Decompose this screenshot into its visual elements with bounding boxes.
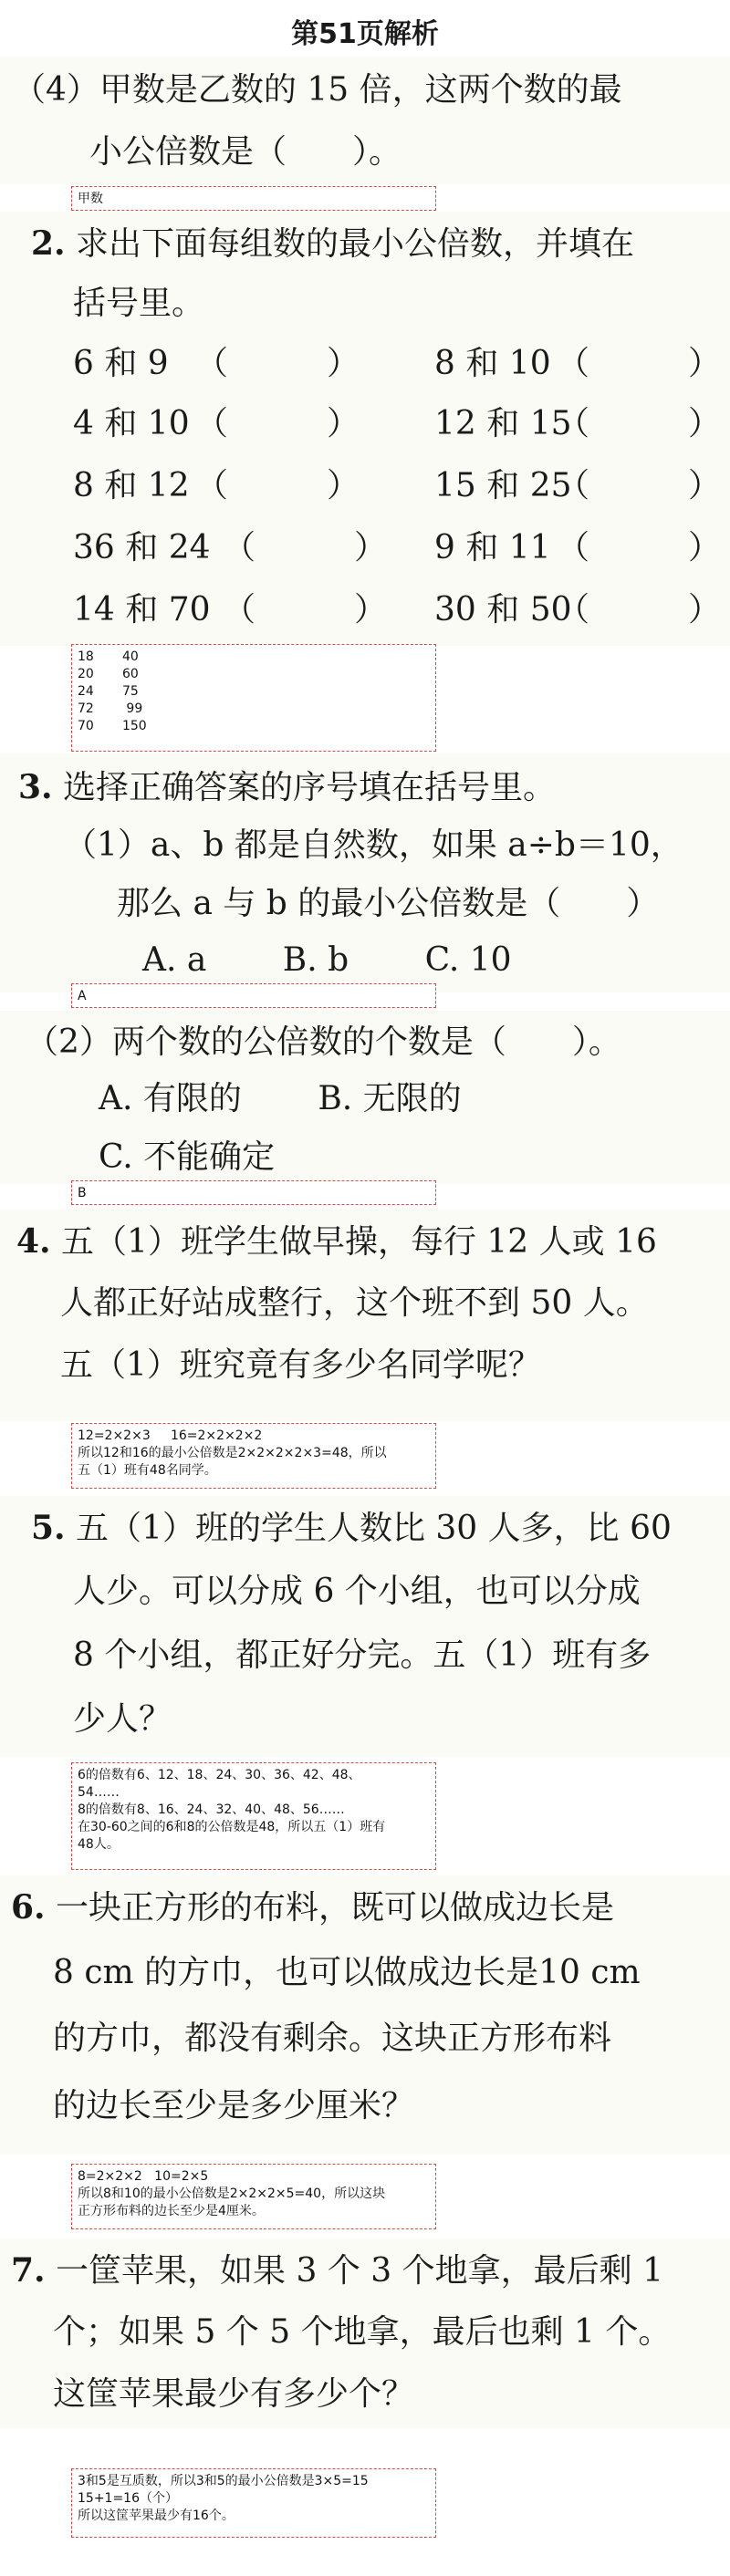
pair-right-4: 9 和 11 [434, 529, 551, 566]
q5-number: 5. [31, 1509, 66, 1547]
q6-line-1 [11, 1875, 614, 1940]
pair-left-4: 36 和 24 [73, 529, 211, 566]
q3-number: 3. [18, 768, 53, 806]
answer-row: 在30-60之间的6和8的公倍数是48，所以五（1）班有 [78, 1820, 386, 1834]
q4-line-2: 人都正好站成整行，这个班不到 50 人。 [60, 1284, 649, 1322]
answer-row: 12=2×2×3 16=2×2×2×2 [78, 1428, 263, 1443]
q3-p2-options-1: A. 有限的 B. 无限的 [99, 1080, 462, 1117]
paren-left-2: （ ） [195, 405, 360, 442]
answer-row: 正方形布料的边长至少是4厘米。 [78, 2204, 265, 2218]
q2-line-2: 括号里。 [73, 285, 205, 322]
q5-text-1: 五（1）班的学生人数比 30 人多，比 60 [76, 1510, 672, 1547]
q7-number: 7. [11, 2251, 46, 2290]
answer-row: 所以8和10的最小公倍数是2×2×2×5=40，所以这块 [78, 2186, 386, 2201]
q4-line-3: 五（1）班究竟有多少名同学呢？ [60, 1346, 541, 1384]
answer-box-q6 [71, 2164, 436, 2229]
answer-row: 8的倍数有8、16、24、32、40、48、56…… [78, 1802, 345, 1817]
q1-4-line-1: （4）甲数是乙数的 15 倍，这两个数的最 [13, 71, 622, 109]
question-1-4 [0, 57, 730, 184]
paren-left-5: （ ） [223, 591, 388, 628]
question-6 [0, 1875, 730, 2155]
q7-line-2: 个；如果 5 个 5 个地拿，最后也剩 1 个。 [53, 2313, 672, 2351]
q6-text-1: 一块正方形的布料，既可以做成边长是 [56, 1889, 615, 1927]
paren-right-2: （ ） [557, 405, 722, 442]
answer-box-q3-1 [71, 983, 436, 1008]
answer-row: 70 150 [78, 719, 147, 733]
pair-left-3: 8 和 12 [73, 467, 190, 504]
q2-line-1 [31, 212, 634, 276]
pair-right-5: 30 和 50 [434, 591, 572, 628]
pair-right-2: 12 和 15 [434, 405, 572, 442]
q7-line-3: 这筐苹果最少有多少个？ [53, 2375, 415, 2413]
answer-row: 3和5是互质数，所以3和5的最小公倍数是3×5=15 [78, 2474, 369, 2488]
q5-line-2: 人少。可以分成 6 个小组，也可以分成 [73, 1573, 641, 1610]
paren-left-1: （ ） [195, 345, 360, 382]
paren-right-5: （ ） [557, 591, 722, 628]
q3-line-1 [18, 755, 556, 820]
q3-p2-line-1: （2）两个数的公倍数的个数是（ ）。 [26, 1023, 621, 1061]
q3-p1-options: A. a B. b C. 10 [142, 941, 512, 979]
q2-text-1: 求出下面每组数的最小公倍数，并填在 [76, 225, 635, 263]
paren-right-4: （ ） [557, 529, 722, 566]
pair-right-1: 8 和 10 [434, 345, 551, 382]
q4-number: 4. [16, 1222, 51, 1261]
question-4 [0, 1210, 730, 1421]
answer-row: 6的倍数有6、12、18、24、30、36、42、48、 [78, 1768, 361, 1782]
q4-text-1: 五（1）班学生做早操，每行 12 人或 16 [61, 1223, 657, 1261]
q7-line-1 [11, 2238, 663, 2303]
answer-row: 8=2×2×2 10=2×5 [78, 2169, 209, 2184]
q2-number: 2. [31, 224, 66, 263]
question-3-part-2 [0, 1011, 730, 1184]
answer-row: 54…… [78, 1785, 120, 1800]
paren-right-3: （ ） [557, 467, 722, 504]
answer-row: 所以这筐苹果最少有16个。 [78, 2508, 235, 2523]
answer-row: 48人。 [78, 1837, 120, 1852]
q3-text-1: 选择正确答案的序号填在括号里。 [63, 769, 557, 806]
answer-box-q7 [71, 2468, 436, 2538]
q3-p2-options-2: C. 不能确定 [99, 1138, 276, 1176]
answer-row: 20 60 [78, 667, 139, 681]
paren-left-3: （ ） [195, 467, 360, 504]
q1-4-line-2: 小公倍数是（ ）。 [89, 133, 402, 171]
answer-text: B [78, 1186, 87, 1200]
answer-row: 所以12和16的最小公倍数是2×2×2×2×3=48，所以 [78, 1446, 387, 1460]
answer-box-q3-2 [71, 1180, 436, 1205]
question-2 [0, 212, 730, 646]
answer-row: 五（1）班有48名同学。 [78, 1463, 217, 1478]
pair-left-5: 14 和 70 [73, 591, 211, 628]
q3-p1-line-2: 那么 a 与 b 的最小公倍数是（ ） [117, 885, 660, 922]
question-7 [0, 2238, 730, 2428]
pair-left-2: 4 和 10 [73, 405, 190, 442]
answer-box-q2 [71, 644, 436, 752]
q6-number: 6. [11, 1888, 46, 1927]
answer-text: 甲数 [78, 192, 103, 206]
q7-text-1: 一筐苹果，如果 3 个 3 个地拿，最后剩 1 [56, 2252, 663, 2290]
q4-line-1 [16, 1210, 657, 1274]
page-title: 第51页解析 [291, 18, 439, 50]
q5-line-1 [31, 1496, 672, 1561]
q5-line-3: 8 个小组，都正好分完。五（1）班有多 [73, 1636, 652, 1674]
question-5 [0, 1496, 730, 1757]
q3-p1-line-1: （1）a、b 都是自然数，如果 a÷b＝10， [64, 826, 683, 864]
answer-text: A [78, 989, 87, 1003]
answer-row: 18 40 [78, 649, 139, 664]
question-3 [0, 753, 730, 992]
paren-right-1: （ ） [557, 345, 722, 382]
answer-row: 15+1=16（个） [78, 2491, 178, 2506]
q6-line-3: 的方巾，都没有剩余。这块正方形布料 [53, 2020, 612, 2057]
answer-row: 72 99 [78, 701, 143, 716]
pair-right-3: 15 和 25 [434, 467, 572, 504]
q5-line-4: 少人？ [73, 1700, 172, 1738]
q6-line-2: 8 cm 的方巾，也可以做成边长是10 cm [53, 1954, 641, 1991]
answer-box-q5 [71, 1762, 436, 1870]
answer-box-q4 [71, 1423, 436, 1489]
pair-left-1: 6 和 9 [73, 345, 169, 382]
q6-line-4: 的边长至少是多少厘米？ [53, 2087, 415, 2124]
answer-box-q1-4 [71, 186, 436, 211]
paren-left-4: （ ） [223, 529, 388, 566]
answer-row: 24 75 [78, 684, 139, 699]
